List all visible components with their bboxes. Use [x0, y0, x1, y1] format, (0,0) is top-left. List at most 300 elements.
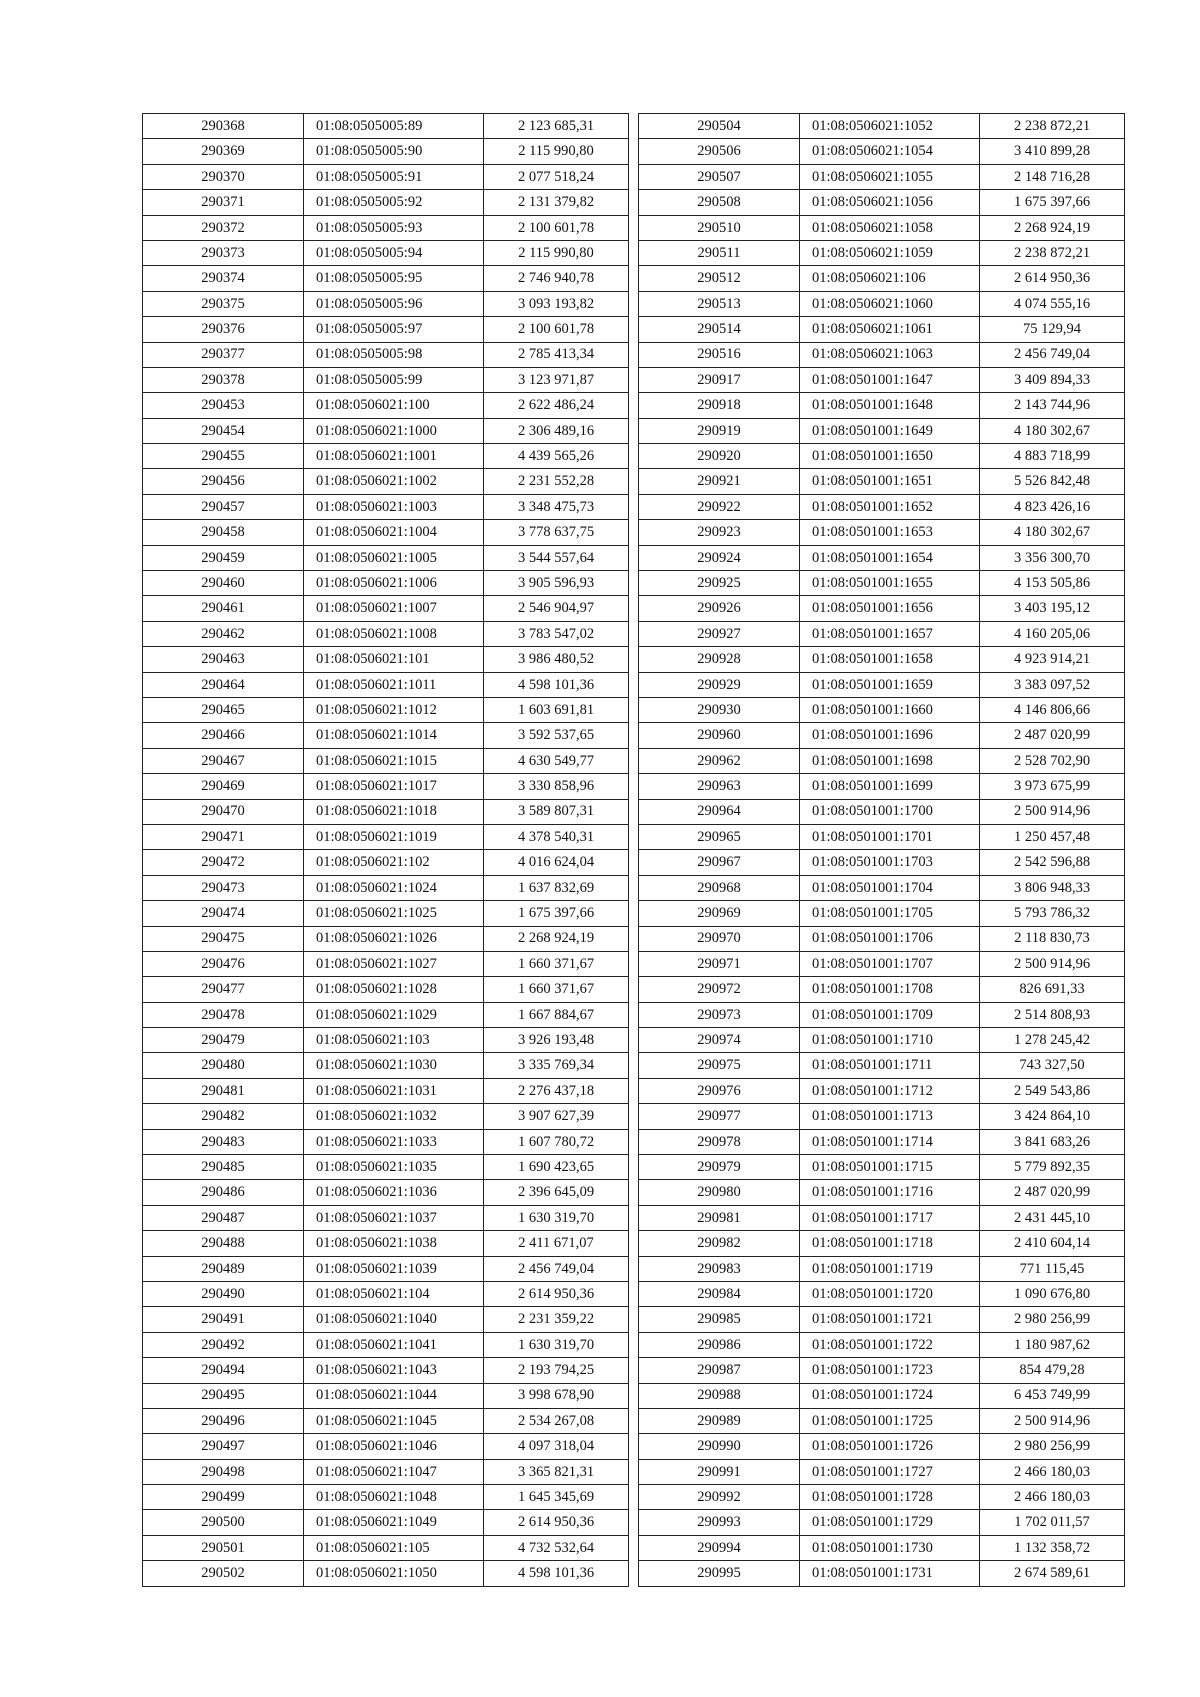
- cadastral-value-cell: 4 180 302,67: [980, 520, 1125, 545]
- row-number-cell: 290512: [639, 266, 800, 291]
- left-register-table: [142, 113, 629, 1587]
- cadastral-value-cell: 3 806 948,33: [980, 875, 1125, 900]
- cadastral-value-cell: 3 365 821,31: [484, 1459, 629, 1484]
- row-number-cell: 290491: [143, 1307, 304, 1332]
- cadastral-number-cell: 01:08:0506021:1001: [304, 444, 484, 469]
- row-number-cell: 290374: [143, 266, 304, 291]
- cadastral-number-cell: 01:08:0501001:1730: [800, 1535, 980, 1560]
- cadastral-number-cell: 01:08:0506021:1037: [304, 1205, 484, 1230]
- cadastral-value-cell: 4 823 426,16: [980, 494, 1125, 519]
- table-row: [639, 1205, 1125, 1230]
- row-number-cell: 290975: [639, 1053, 800, 1078]
- cadastral-number-cell: 01:08:0501001:1652: [800, 494, 980, 519]
- table-row: [639, 520, 1125, 545]
- right-register-table: [638, 113, 1125, 1587]
- cadastral-number-cell: 01:08:0501001:1656: [800, 596, 980, 621]
- row-number-cell: 290922: [639, 494, 800, 519]
- cadastral-value-cell: 2 466 180,03: [980, 1459, 1125, 1484]
- cadastral-number-cell: 01:08:0501001:1728: [800, 1485, 980, 1510]
- table-row: [143, 926, 629, 951]
- cadastral-number-cell: 01:08:0506021:101: [304, 647, 484, 672]
- table-row: [639, 1231, 1125, 1256]
- row-number-cell: 290461: [143, 596, 304, 621]
- table-row: [639, 1028, 1125, 1053]
- row-number-cell: 290457: [143, 494, 304, 519]
- cadastral-value-cell: 2 306 489,16: [484, 418, 629, 443]
- table-row: [143, 1205, 629, 1230]
- row-number-cell: 290926: [639, 596, 800, 621]
- cadastral-value-cell: 1 090 676,80: [980, 1281, 1125, 1306]
- cadastral-number-cell: 01:08:0506021:1018: [304, 799, 484, 824]
- cadastral-number-cell: 01:08:0501001:1712: [800, 1078, 980, 1103]
- row-number-cell: 290371: [143, 190, 304, 215]
- cadastral-value-cell: 3 335 769,34: [484, 1053, 629, 1078]
- row-number-cell: 290969: [639, 901, 800, 926]
- row-number-cell: 290970: [639, 926, 800, 951]
- cadastral-value-cell: 2 238 872,21: [980, 240, 1125, 265]
- cadastral-number-cell: 01:08:0506021:1006: [304, 571, 484, 596]
- cadastral-value-cell: 4 160 205,06: [980, 621, 1125, 646]
- cadastral-number-cell: 01:08:0506021:1055: [800, 164, 980, 189]
- table-row: [143, 1510, 629, 1535]
- row-number-cell: 290497: [143, 1434, 304, 1459]
- table-row: [143, 697, 629, 722]
- cadastral-value-cell: 4 016 624,04: [484, 850, 629, 875]
- cadastral-number-cell: 01:08:0501001:1731: [800, 1561, 980, 1586]
- row-number-cell: 290972: [639, 977, 800, 1002]
- table-row: [639, 291, 1125, 316]
- cadastral-value-cell: 4 732 532,64: [484, 1535, 629, 1560]
- table-row: [143, 240, 629, 265]
- table-row: [639, 367, 1125, 392]
- table-row: [639, 571, 1125, 596]
- table-row: [639, 342, 1125, 367]
- cadastral-value-cell: 1 630 319,70: [484, 1332, 629, 1357]
- row-number-cell: 290469: [143, 774, 304, 799]
- cadastral-value-cell: 4 153 505,86: [980, 571, 1125, 596]
- cadastral-number-cell: 01:08:0501001:1701: [800, 824, 980, 849]
- cadastral-number-cell: 01:08:0506021:1029: [304, 1002, 484, 1027]
- cadastral-number-cell: 01:08:0501001:1718: [800, 1231, 980, 1256]
- cadastral-number-cell: 01:08:0501001:1647: [800, 367, 980, 392]
- cadastral-number-cell: 01:08:0501001:1725: [800, 1408, 980, 1433]
- row-number-cell: 290490: [143, 1281, 304, 1306]
- cadastral-number-cell: 01:08:0505005:92: [304, 190, 484, 215]
- table-row: [639, 1104, 1125, 1129]
- row-number-cell: 290928: [639, 647, 800, 672]
- table-row: [143, 545, 629, 570]
- table-row: [143, 114, 629, 139]
- cadastral-number-cell: 01:08:0501001:1716: [800, 1180, 980, 1205]
- table-row: [143, 1434, 629, 1459]
- row-number-cell: 290372: [143, 215, 304, 240]
- table-row: [639, 824, 1125, 849]
- row-number-cell: 290501: [143, 1535, 304, 1560]
- row-number-cell: 290377: [143, 342, 304, 367]
- cadastral-number-cell: 01:08:0506021:1040: [304, 1307, 484, 1332]
- cadastral-value-cell: 1 132 358,72: [980, 1535, 1125, 1560]
- cadastral-number-cell: 01:08:0506021:104: [304, 1281, 484, 1306]
- row-number-cell: 290482: [143, 1104, 304, 1129]
- table-row: [143, 1408, 629, 1433]
- cadastral-value-cell: 5 793 786,32: [980, 901, 1125, 926]
- cadastral-number-cell: 01:08:0506021:1033: [304, 1129, 484, 1154]
- row-number-cell: 290473: [143, 875, 304, 900]
- cadastral-number-cell: 01:08:0506021:1032: [304, 1104, 484, 1129]
- cadastral-value-cell: 1 637 832,69: [484, 875, 629, 900]
- cadastral-number-cell: 01:08:0501001:1726: [800, 1434, 980, 1459]
- cadastral-number-cell: 01:08:0506021:1003: [304, 494, 484, 519]
- row-number-cell: 290456: [143, 469, 304, 494]
- table-row: [639, 774, 1125, 799]
- row-number-cell: 290485: [143, 1155, 304, 1180]
- table-row: [639, 469, 1125, 494]
- cadastral-number-cell: 01:08:0501001:1700: [800, 799, 980, 824]
- cadastral-value-cell: 1 675 397,66: [980, 190, 1125, 215]
- cadastral-value-cell: 3 905 596,93: [484, 571, 629, 596]
- table-row: [143, 1383, 629, 1408]
- table-row: [639, 926, 1125, 951]
- cadastral-value-cell: 2 431 445,10: [980, 1205, 1125, 1230]
- row-number-cell: 290498: [143, 1459, 304, 1484]
- cadastral-value-cell: 4 923 914,21: [980, 647, 1125, 672]
- cadastral-number-cell: 01:08:0506021:1019: [304, 824, 484, 849]
- cadastral-value-cell: 2 674 589,61: [980, 1561, 1125, 1586]
- cadastral-value-cell: 5 526 842,48: [980, 469, 1125, 494]
- cadastral-value-cell: 3 589 807,31: [484, 799, 629, 824]
- cadastral-number-cell: 01:08:0505005:95: [304, 266, 484, 291]
- cadastral-value-cell: 4 598 101,36: [484, 672, 629, 697]
- row-number-cell: 290986: [639, 1332, 800, 1357]
- cadastral-value-cell: 2 231 359,22: [484, 1307, 629, 1332]
- cadastral-number-cell: 01:08:0501001:1650: [800, 444, 980, 469]
- row-number-cell: 290471: [143, 824, 304, 849]
- cadastral-value-cell: 1 607 780,72: [484, 1129, 629, 1154]
- cadastral-number-cell: 01:08:0506021:1025: [304, 901, 484, 926]
- cadastral-value-cell: 2 410 604,14: [980, 1231, 1125, 1256]
- table-row: [639, 545, 1125, 570]
- cadastral-number-cell: 01:08:0501001:1651: [800, 469, 980, 494]
- row-number-cell: 290496: [143, 1408, 304, 1433]
- row-number-cell: 290453: [143, 393, 304, 418]
- cadastral-number-cell: 01:08:0506021:1043: [304, 1358, 484, 1383]
- table-row: [143, 1129, 629, 1154]
- cadastral-value-cell: 3 907 627,39: [484, 1104, 629, 1129]
- table-row: [639, 266, 1125, 291]
- row-number-cell: 290985: [639, 1307, 800, 1332]
- row-number-cell: 290965: [639, 824, 800, 849]
- row-number-cell: 290458: [143, 520, 304, 545]
- cadastral-number-cell: 01:08:0506021:1028: [304, 977, 484, 1002]
- cadastral-number-cell: 01:08:0501001:1724: [800, 1383, 980, 1408]
- cadastral-value-cell: 2 549 543,86: [980, 1078, 1125, 1103]
- cadastral-number-cell: 01:08:0506021:100: [304, 393, 484, 418]
- cadastral-value-cell: 2 411 671,07: [484, 1231, 629, 1256]
- table-row: [639, 977, 1125, 1002]
- row-number-cell: 290486: [143, 1180, 304, 1205]
- table-row: [143, 190, 629, 215]
- row-number-cell: 290927: [639, 621, 800, 646]
- row-number-cell: 290489: [143, 1256, 304, 1281]
- cadastral-number-cell: 01:08:0506021:1046: [304, 1434, 484, 1459]
- cadastral-number-cell: 01:08:0506021:1002: [304, 469, 484, 494]
- row-number-cell: 290511: [639, 240, 800, 265]
- table-row: [143, 266, 629, 291]
- cadastral-number-cell: 01:08:0501001:1721: [800, 1307, 980, 1332]
- row-number-cell: 290973: [639, 1002, 800, 1027]
- row-number-cell: 290478: [143, 1002, 304, 1027]
- row-number-cell: 290507: [639, 164, 800, 189]
- table-row: [639, 418, 1125, 443]
- table-row: [639, 951, 1125, 976]
- table-row: [143, 1332, 629, 1357]
- cadastral-number-cell: 01:08:0506021:1049: [304, 1510, 484, 1535]
- cadastral-value-cell: 2 456 749,04: [980, 342, 1125, 367]
- cadastral-value-cell: 1 630 319,70: [484, 1205, 629, 1230]
- cadastral-value-cell: 4 598 101,36: [484, 1561, 629, 1586]
- cadastral-number-cell: 01:08:0506021:103: [304, 1028, 484, 1053]
- cadastral-number-cell: 01:08:0506021:1005: [304, 545, 484, 570]
- row-number-cell: 290984: [639, 1281, 800, 1306]
- row-number-cell: 290376: [143, 317, 304, 342]
- cadastral-value-cell: 3 544 557,64: [484, 545, 629, 570]
- cadastral-value-cell: 2 100 601,78: [484, 317, 629, 342]
- row-number-cell: 290989: [639, 1408, 800, 1433]
- cadastral-value-cell: 3 424 864,10: [980, 1104, 1125, 1129]
- table-row: [639, 1307, 1125, 1332]
- table-row: [143, 799, 629, 824]
- row-number-cell: 290979: [639, 1155, 800, 1180]
- table-row: [639, 1459, 1125, 1484]
- table-row: [639, 799, 1125, 824]
- cadastral-value-cell: 2 238 872,21: [980, 114, 1125, 139]
- cadastral-number-cell: 01:08:0501001:1659: [800, 672, 980, 697]
- cadastral-value-cell: 1 250 457,48: [980, 824, 1125, 849]
- row-number-cell: 290923: [639, 520, 800, 545]
- cadastral-value-cell: 2 542 596,88: [980, 850, 1125, 875]
- row-number-cell: 290977: [639, 1104, 800, 1129]
- cadastral-number-cell: 01:08:0501001:1727: [800, 1459, 980, 1484]
- row-number-cell: 290987: [639, 1358, 800, 1383]
- cadastral-value-cell: 1 675 397,66: [484, 901, 629, 926]
- table-row: [639, 723, 1125, 748]
- cadastral-value-cell: 6 453 749,99: [980, 1383, 1125, 1408]
- cadastral-number-cell: 01:08:0506021:1058: [800, 215, 980, 240]
- cadastral-number-cell: 01:08:0505005:93: [304, 215, 484, 240]
- cadastral-value-cell: 1 645 345,69: [484, 1485, 629, 1510]
- cadastral-value-cell: 3 348 475,73: [484, 494, 629, 519]
- cadastral-number-cell: 01:08:0506021:1036: [304, 1180, 484, 1205]
- cadastral-number-cell: 01:08:0506021:1061: [800, 317, 980, 342]
- row-number-cell: 290991: [639, 1459, 800, 1484]
- cadastral-number-cell: 01:08:0505005:99: [304, 367, 484, 392]
- cadastral-number-cell: 01:08:0501001:1654: [800, 545, 980, 570]
- table-row: [143, 215, 629, 240]
- row-number-cell: 290992: [639, 1485, 800, 1510]
- row-number-cell: 290368: [143, 114, 304, 139]
- row-number-cell: 290479: [143, 1028, 304, 1053]
- table-row: [143, 1028, 629, 1053]
- cadastral-value-cell: 2 148 716,28: [980, 164, 1125, 189]
- cadastral-value-cell: 3 093 193,82: [484, 291, 629, 316]
- row-number-cell: 290483: [143, 1129, 304, 1154]
- cadastral-value-cell: 2 231 552,28: [484, 469, 629, 494]
- right-table-body: [639, 114, 1125, 1587]
- cadastral-value-cell: 3 926 193,48: [484, 1028, 629, 1053]
- table-row: [143, 621, 629, 646]
- cadastral-number-cell: 01:08:0501001:1704: [800, 875, 980, 900]
- row-number-cell: 290982: [639, 1231, 800, 1256]
- cadastral-value-cell: 4 074 555,16: [980, 291, 1125, 316]
- cadastral-number-cell: 01:08:0501001:1722: [800, 1332, 980, 1357]
- table-row: [639, 215, 1125, 240]
- table-row: [143, 672, 629, 697]
- table-row: [639, 850, 1125, 875]
- cadastral-number-cell: 01:08:0506021:1052: [800, 114, 980, 139]
- table-row: [143, 1485, 629, 1510]
- table-row: [143, 1002, 629, 1027]
- cadastral-value-cell: 2 456 749,04: [484, 1256, 629, 1281]
- row-number-cell: 290370: [143, 164, 304, 189]
- row-number-cell: 290919: [639, 418, 800, 443]
- cadastral-number-cell: 01:08:0501001:1723: [800, 1358, 980, 1383]
- table-row: [143, 977, 629, 1002]
- row-number-cell: 290487: [143, 1205, 304, 1230]
- cadastral-number-cell: 01:08:0506021:1011: [304, 672, 484, 697]
- table-row: [143, 571, 629, 596]
- table-row: [143, 1358, 629, 1383]
- table-row: [639, 1155, 1125, 1180]
- row-number-cell: 290480: [143, 1053, 304, 1078]
- cadastral-number-cell: 01:08:0506021:1014: [304, 723, 484, 748]
- row-number-cell: 290920: [639, 444, 800, 469]
- cadastral-number-cell: 01:08:0501001:1703: [800, 850, 980, 875]
- cadastral-value-cell: 3 783 547,02: [484, 621, 629, 646]
- cadastral-number-cell: 01:08:0506021:1024: [304, 875, 484, 900]
- cadastral-number-cell: 01:08:0506021:1054: [800, 139, 980, 164]
- table-row: [143, 393, 629, 418]
- row-number-cell: 290464: [143, 672, 304, 697]
- cadastral-value-cell: 2 980 256,99: [980, 1434, 1125, 1459]
- cadastral-number-cell: 01:08:0501001:1696: [800, 723, 980, 748]
- row-number-cell: 290990: [639, 1434, 800, 1459]
- cadastral-value-cell: 2 118 830,73: [980, 926, 1125, 951]
- table-row: [143, 317, 629, 342]
- cadastral-value-cell: 2 500 914,96: [980, 799, 1125, 824]
- cadastral-number-cell: 01:08:0506021:1026: [304, 926, 484, 951]
- table-row: [639, 1561, 1125, 1586]
- row-number-cell: 290924: [639, 545, 800, 570]
- cadastral-number-cell: 01:08:0506021:1004: [304, 520, 484, 545]
- cadastral-value-cell: 2 614 950,36: [484, 1510, 629, 1535]
- cadastral-value-cell: 3 973 675,99: [980, 774, 1125, 799]
- row-number-cell: 290499: [143, 1485, 304, 1510]
- row-number-cell: 290373: [143, 240, 304, 265]
- cadastral-number-cell: 01:08:0506021:1060: [800, 291, 980, 316]
- table-row: [143, 748, 629, 773]
- cadastral-number-cell: 01:08:0506021:1038: [304, 1231, 484, 1256]
- cadastral-number-cell: 01:08:0501001:1660: [800, 697, 980, 722]
- cadastral-value-cell: 3 841 683,26: [980, 1129, 1125, 1154]
- row-number-cell: 290460: [143, 571, 304, 596]
- row-number-cell: 290465: [143, 697, 304, 722]
- table-row: [143, 1256, 629, 1281]
- cadastral-value-cell: 1 603 691,81: [484, 697, 629, 722]
- row-number-cell: 290459: [143, 545, 304, 570]
- cadastral-number-cell: 01:08:0501001:1710: [800, 1028, 980, 1053]
- table-row: [639, 1332, 1125, 1357]
- row-number-cell: 290378: [143, 367, 304, 392]
- cadastral-number-cell: 01:08:0501001:1719: [800, 1256, 980, 1281]
- row-number-cell: 290508: [639, 190, 800, 215]
- row-number-cell: 290917: [639, 367, 800, 392]
- table-row: [143, 1459, 629, 1484]
- cadastral-value-cell: 2 268 924,19: [980, 215, 1125, 240]
- table-row: [143, 875, 629, 900]
- cadastral-number-cell: 01:08:0506021:1007: [304, 596, 484, 621]
- cadastral-number-cell: 01:08:0506021:1059: [800, 240, 980, 265]
- row-number-cell: 290981: [639, 1205, 800, 1230]
- cadastral-value-cell: 2 115 990,80: [484, 240, 629, 265]
- table-row: [143, 494, 629, 519]
- table-row: [639, 1078, 1125, 1103]
- left-table-body: [143, 114, 629, 1587]
- cadastral-value-cell: 4 883 718,99: [980, 444, 1125, 469]
- cadastral-value-cell: 2 746 940,78: [484, 266, 629, 291]
- row-number-cell: 290964: [639, 799, 800, 824]
- cadastral-value-cell: 2 276 437,18: [484, 1078, 629, 1103]
- table-row: [143, 139, 629, 164]
- table-row: [639, 1358, 1125, 1383]
- cadastral-number-cell: 01:08:0505005:94: [304, 240, 484, 265]
- row-number-cell: 290506: [639, 139, 800, 164]
- cadastral-value-cell: 826 691,33: [980, 977, 1125, 1002]
- table-row: [639, 647, 1125, 672]
- cadastral-value-cell: 2 614 950,36: [484, 1281, 629, 1306]
- cadastral-value-cell: 4 097 318,04: [484, 1434, 629, 1459]
- cadastral-value-cell: 2 514 808,93: [980, 1002, 1125, 1027]
- table-row: [143, 1078, 629, 1103]
- cadastral-number-cell: 01:08:0501001:1729: [800, 1510, 980, 1535]
- cadastral-number-cell: 01:08:0506021:1031: [304, 1078, 484, 1103]
- row-number-cell: 290995: [639, 1561, 800, 1586]
- table-row: [639, 1002, 1125, 1027]
- cadastral-value-cell: 1 278 245,42: [980, 1028, 1125, 1053]
- cadastral-number-cell: 01:08:0506021:102: [304, 850, 484, 875]
- cadastral-value-cell: 3 330 858,96: [484, 774, 629, 799]
- row-number-cell: 290477: [143, 977, 304, 1002]
- table-row: [639, 748, 1125, 773]
- row-number-cell: 290463: [143, 647, 304, 672]
- table-row: [639, 139, 1125, 164]
- cadastral-value-cell: 3 986 480,52: [484, 647, 629, 672]
- cadastral-value-cell: 3 592 537,65: [484, 723, 629, 748]
- table-row: [639, 164, 1125, 189]
- cadastral-value-cell: 2 534 267,08: [484, 1408, 629, 1433]
- cadastral-value-cell: 2 785 413,34: [484, 342, 629, 367]
- cadastral-value-cell: 1 702 011,57: [980, 1510, 1125, 1535]
- table-row: [639, 621, 1125, 646]
- cadastral-number-cell: 01:08:0506021:1008: [304, 621, 484, 646]
- cadastral-value-cell: 3 356 300,70: [980, 545, 1125, 570]
- cadastral-number-cell: 01:08:0506021:1048: [304, 1485, 484, 1510]
- table-row: [143, 1231, 629, 1256]
- row-number-cell: 290994: [639, 1535, 800, 1560]
- table-row: [143, 469, 629, 494]
- table-row: [639, 494, 1125, 519]
- cadastral-number-cell: 01:08:0506021:1039: [304, 1256, 484, 1281]
- cadastral-value-cell: 2 528 702,90: [980, 748, 1125, 773]
